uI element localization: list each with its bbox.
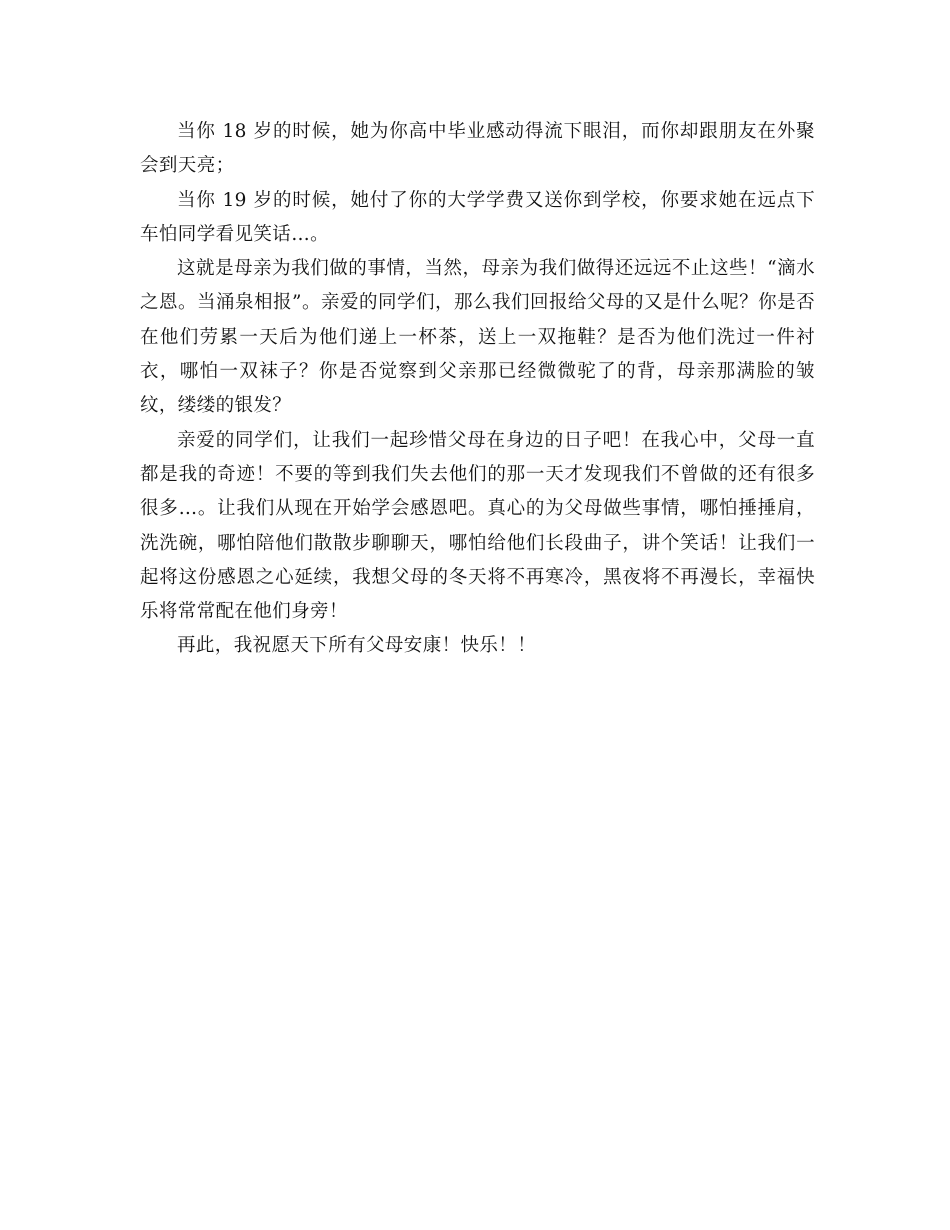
paragraph: 当你 18 岁的时候，她为你高中毕业感动得流下眼泪，而你却跟朋友在外聚会到天亮； (140, 121, 815, 177)
document-body (140, 115, 815, 664)
paragraph: 亲爱的同学们，让我们一起珍惜父母在身边的日子吧！在我心中，父母一直都是我的奇迹！不要的等到我们失去他们的那一天才发现我们不曾做的还有很多很多…。让我们从现在开始学会感恩吧。真心的为父母做些事情，哪怕捶捶肩，洗洗碗，哪怕陪他们散散步聊聊天，哪怕给他们长段曲子，讲个笑话！让我们一起将这份感恩之心延续，我想父母的冬天将不再寒冷，黑夜将不再漫长，幸福快乐将常常配在他们身旁！ (140, 429, 815, 623)
paragraph: 这就是母亲为我们做的事情，当然，母亲为我们做得还远远不止这些！“滴水之恩。当涌泉相报”。亲爱的同学们，那么我们回报给父母的又是什么呢？你是否在他们劳累一天后为他们递上一杯茶，送上一双拖鞋？是否为他们洗过一件衬衣，哪怕一双袜子？你是否觉察到父亲那已经微微驼了的背，母亲那满脸的皱纹，缕缕的银发？ (140, 258, 815, 417)
paragraph: 再此，我祝愿天下所有父母安康！快乐！！ (177, 635, 537, 657)
paragraph: 当你 19 岁的时候，她付了你的大学学费又送你到学校，你要求她在远点下车怕同学看见笑话…。 (140, 189, 815, 245)
